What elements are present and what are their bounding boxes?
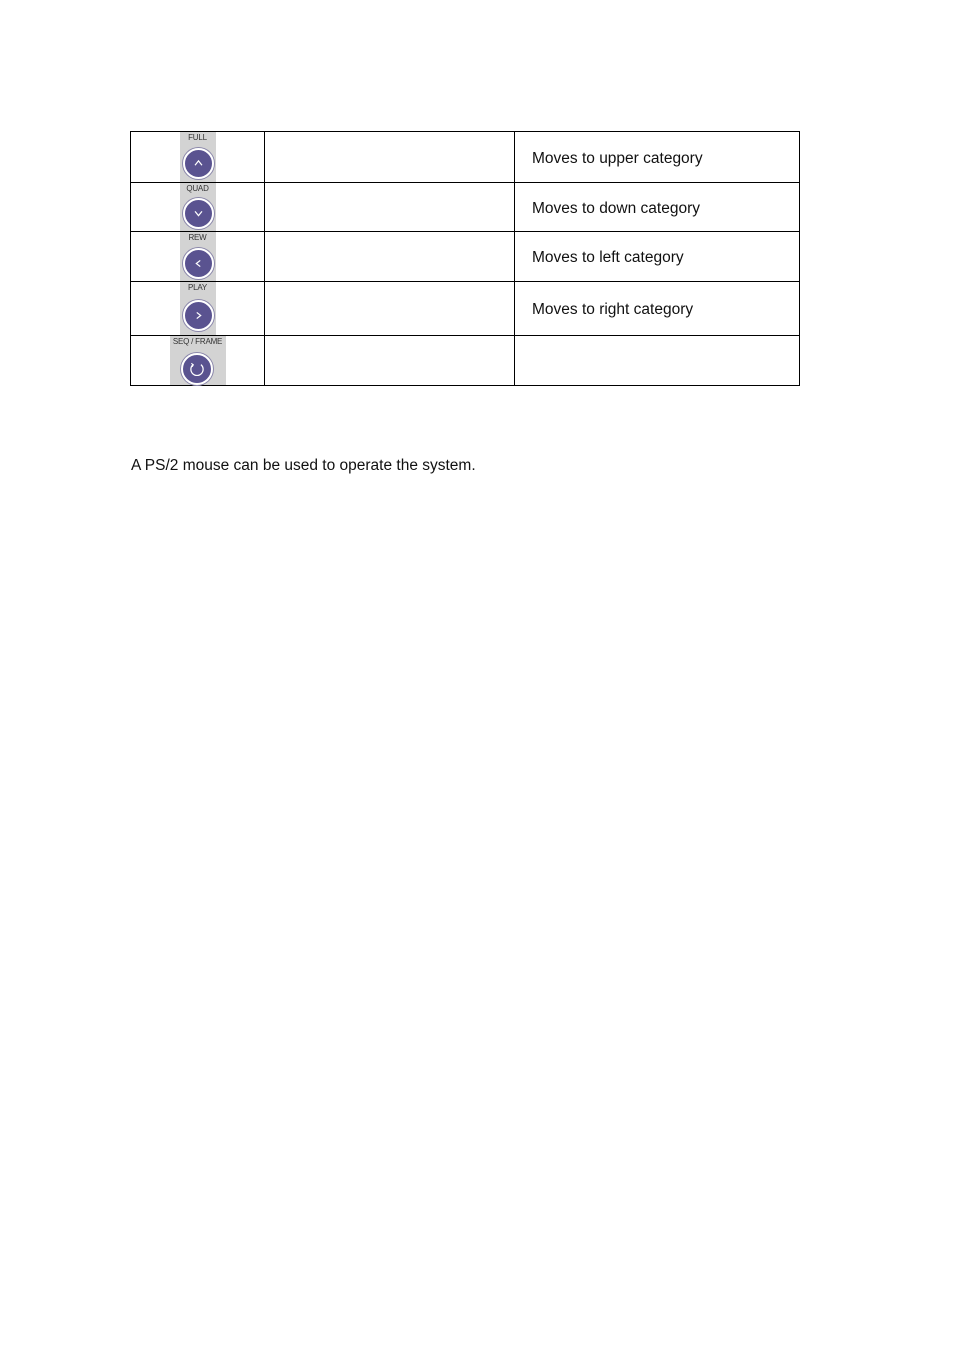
table-row <box>131 336 800 386</box>
description-cell: Moves to left category <box>515 232 800 282</box>
button-image-cell <box>131 336 265 386</box>
button-label: PLAY <box>187 283 208 292</box>
table-row <box>131 132 800 183</box>
chevron-up-icon <box>183 148 214 179</box>
button-label: QUAD <box>186 184 209 193</box>
button-label: SEQ / FRAME <box>172 337 223 346</box>
function-cell <box>265 183 515 232</box>
chevron-left-icon <box>183 248 214 279</box>
button-label: REW <box>188 233 207 242</box>
button-image-cell <box>131 132 265 183</box>
description-cell: Moves to right category <box>515 282 800 336</box>
button-image-cell <box>131 282 265 336</box>
rew-button-image <box>180 232 216 281</box>
seq-frame-button-image <box>170 336 226 385</box>
front-panel-key-table <box>130 131 800 386</box>
table-row <box>131 232 800 282</box>
button-image-cell <box>131 232 265 282</box>
circular-arrow-icon <box>181 353 213 385</box>
table-row <box>131 282 800 336</box>
description-cell: Moves to upper category <box>515 132 800 183</box>
table-row <box>131 183 800 232</box>
function-cell <box>265 282 515 336</box>
full-button-image <box>180 132 216 182</box>
button-label: FULL <box>188 133 207 142</box>
button-image-cell <box>131 183 265 232</box>
function-cell <box>265 232 515 282</box>
chevron-down-icon <box>183 198 214 229</box>
quad-button-image <box>180 183 216 231</box>
function-cell <box>265 336 515 386</box>
description-cell <box>515 336 800 386</box>
mouse-note: A PS/2 mouse can be used to operate the system. <box>131 457 476 474</box>
play-button-image <box>180 282 216 335</box>
function-cell <box>265 132 515 183</box>
description-cell: Moves to down category <box>515 183 800 232</box>
chevron-right-icon <box>183 300 214 331</box>
